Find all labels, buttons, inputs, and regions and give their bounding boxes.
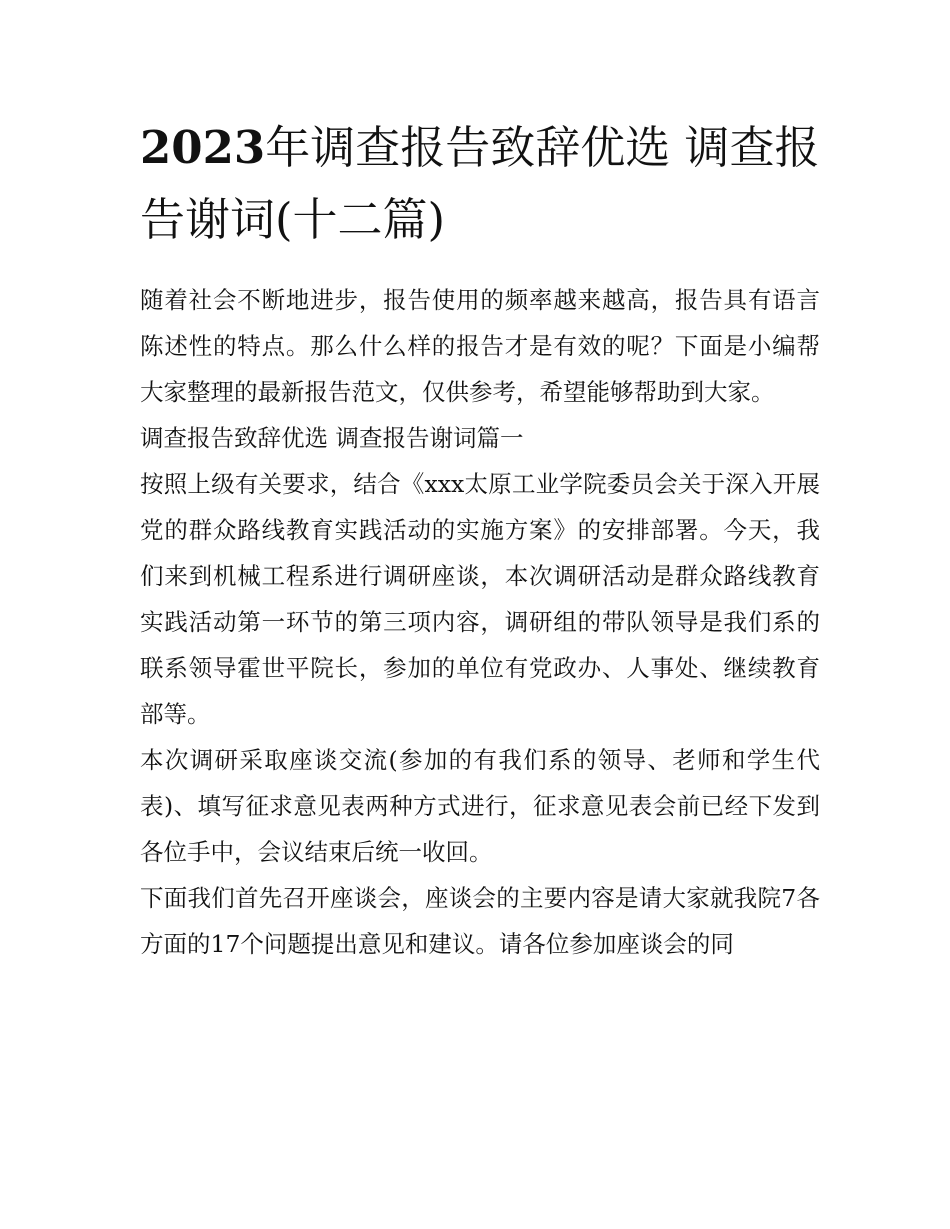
title-year: 2023	[140, 121, 266, 174]
body-paragraph-2: 本次调研采取座谈交流(参加的有我们系的领导、老师和学生代表)、填写征求意见表两种方式进行，征求意见表会前已经下发到各位手中，会议结束后统一收回。	[140, 746, 820, 866]
title-text: 年调查报告致辞优选 调查报告谢词(十二篇)	[140, 121, 820, 246]
section-heading: 调查报告致辞优选 调查报告谢词篇一	[140, 424, 524, 452]
body-paragraph-1: 按照上级有关要求，结合《xxx太原工业学院委员会关于深入开展党的群众路线教育实践活动的实施方案》的安排部署。今天，我们来到机械工程系进行调研座谈，本次调研活动是群众路线教育实践活动第一环节的第三项内容，调研组的带队领导是我们系的联系领导霍世平院长，参加的单位有党政办、人事处、继续教育部等。	[140, 470, 820, 728]
document-body	[140, 277, 820, 967]
intro-paragraph: 随着社会不断地进步，报告使用的频率越来越高，报告具有语言陈述性的特点。那么什么样的报告才是有效的呢？下面是小编帮大家整理的最新报告范文，仅供参考，希望能够帮助到大家。	[140, 286, 820, 406]
document-title	[140, 112, 820, 256]
body-paragraph-3: 下面我们首先召开座谈会，座谈会的主要内容是请大家就我院7各方面的17个问题提出意见和建议。请各位参加座谈会的同	[140, 884, 820, 958]
